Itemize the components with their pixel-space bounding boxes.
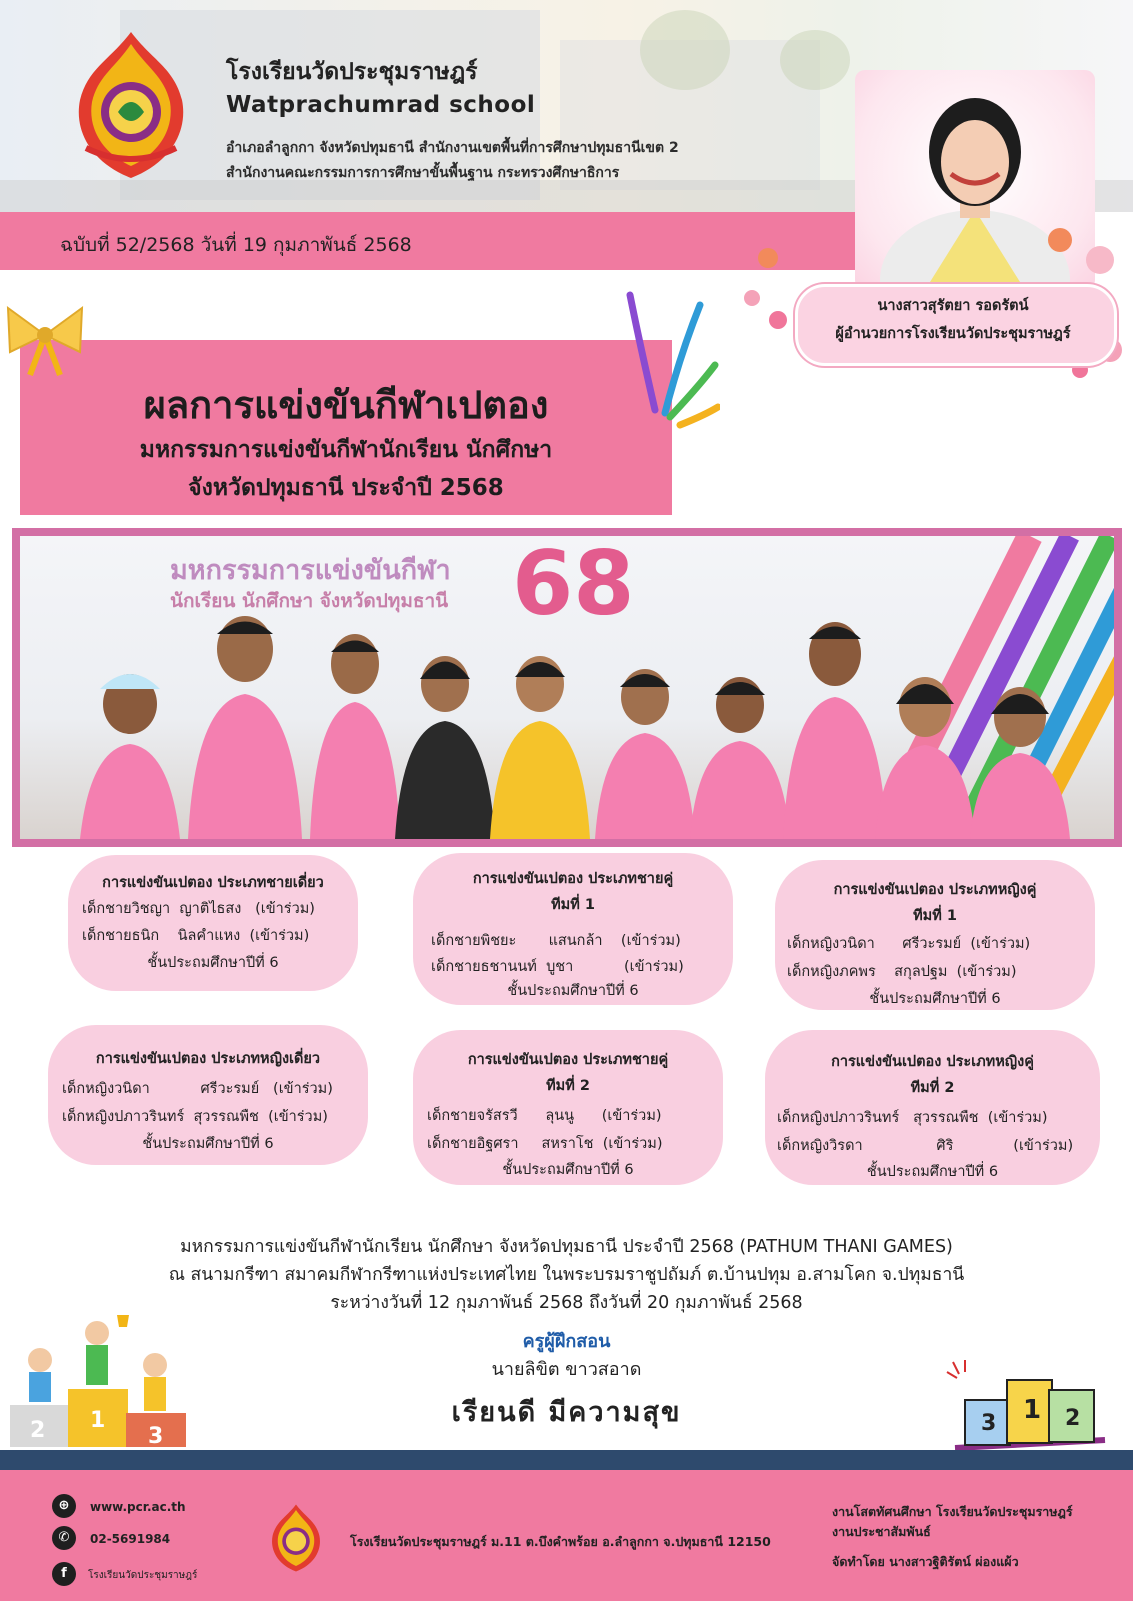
result-row: เด็กหญิงวนิดา ศรีวะรมย์ (เข้าร่วม): [787, 936, 1031, 952]
footer-school-logo: [268, 1502, 324, 1574]
result-card-heading: การแข่งขันเปตอง ประเภทหญิงเดี่ยว: [95, 1051, 321, 1067]
school-address-line-1: อำเภอลำลูกกา จังหวัดปทุมธานี สำนักงานเขตพื้นที่การศึกษาปทุมธานีเขต 2: [226, 140, 679, 156]
student-4: [390, 639, 500, 839]
event-dates: ระหว่างวันที่ 12 กุมภาพันธ์ 2568 ถึงวันที่ 20 กุมภาพันธ์ 2568: [330, 1293, 803, 1313]
coach-name: นายลิขิต ขาวสอาด: [491, 1359, 642, 1380]
result-row: เด็กหญิงปภาวรินทร์ สุวรรณพืช (เข้าร่วม): [62, 1109, 328, 1125]
flower-decoration-left: [738, 228, 798, 338]
headline-subtitle-2: จังหวัดปทุมธานี ประจำปี 2568: [188, 475, 504, 501]
result-grade: ชั้นประถมศึกษาปีที่ 6: [147, 955, 279, 971]
student-10: [965, 669, 1075, 839]
banner-number: 68: [512, 536, 635, 635]
result-grade: ชั้นประถมศึกษาปีที่ 6: [866, 1164, 999, 1180]
event-description: มหกรรมการแข่งขันกีฬานักเรียน นักศึกษา จังหวัดปทุมธานี ประจำปี 2568 (PATHUM THANI GAMES): [180, 1237, 953, 1257]
result-card-heading: การแข่งขันเปตอง ประเภทหญิงคู่: [831, 1054, 1034, 1070]
issue-number-date: ฉบับที่ 52/2568 วันที่ 19 กุมภาพันธ์ 2568: [60, 234, 412, 256]
result-card-girls-doubles-team-2: [765, 1030, 1100, 1185]
result-card-team: ทีมที่ 1: [551, 897, 595, 913]
director-name: นางสาวสุรัตยา รอดรัตน์: [877, 298, 1029, 314]
result-card-heading: การแข่งขันเปตอง ประเภทชายคู่: [472, 871, 674, 887]
footer-address: โรงเรียนวัดประชุมราษฎร์ ม.11 ต.บึงคำพร้อย อ.ลำลูกกา จ.ปทุมธานี 12150: [350, 1534, 771, 1549]
result-grade: ชั้นประถมศึกษาปีที่ 6: [502, 1162, 634, 1178]
school-motto: เรียนดี มีความสุข: [451, 1397, 682, 1428]
footer-phone[interactable]: 02-5691984: [90, 1532, 171, 1546]
result-grade: ชั้นประถมศึกษาปีที่ 6: [507, 983, 639, 999]
student-6: [590, 649, 700, 839]
footer-credit-author: จัดทำโดย นางสาวฐิติรัตน์ ผ่องแผ้ว: [832, 1554, 1019, 1569]
result-card-girls-doubles-team-1: [775, 860, 1095, 1010]
result-card-boys-singles: [68, 855, 358, 991]
podium-blocks-illustration: [945, 1360, 1115, 1455]
result-row: เด็กหญิงปภาวรินทร์ สุวรรณพืช (เข้าร่วม): [777, 1110, 1048, 1126]
school-address-line-2: สำนักงานคณะกรรมการการศึกษาขั้นพื้นฐาน กระทรวงศึกษาธิการ: [226, 165, 620, 181]
footer-top-band: [0, 1450, 1133, 1470]
student-1: [70, 654, 190, 839]
result-grade: ชั้นประถมศึกษาปีที่ 6: [869, 991, 1001, 1007]
facebook-icon: f: [52, 1562, 76, 1586]
phone-icon: ✆: [52, 1526, 76, 1550]
group-photo: [20, 536, 1114, 839]
school-name-thai: โรงเรียนวัดประชุมราษฎร์: [226, 59, 478, 85]
podium-kids-illustration: [5, 1305, 195, 1450]
footer-website[interactable]: www.pcr.ac.th: [90, 1500, 186, 1514]
result-grade: ชั้นประถมศึกษาปีที่ 6: [142, 1136, 274, 1152]
podium-third: 3: [148, 1424, 164, 1449]
event-location: ณ สนามกรีฑา สมาคมกีฬากรีฑาแห่งประเทศไทย ในพระบรมราชูปถัมภ์ ต.บ้านปทุม อ.สามโคก จ.ปทุมธานี: [168, 1265, 965, 1285]
director-position: ผู้อำนวยการโรงเรียนวัดประชุมราษฎร์: [835, 326, 1071, 342]
result-row: เด็กหญิงวนิดา ศรีวะรมย์ (เข้าร่วม): [62, 1081, 333, 1097]
result-card-team: ทีมที่ 2: [546, 1078, 590, 1094]
footer-credit-pr: งานประชาสัมพันธ์: [832, 1524, 931, 1539]
banner-subtitle: นักเรียน นักศึกษา จังหวัดปทุมธานี: [170, 590, 449, 612]
headline-subtitle: มหกรรมการแข่งขันกีฬานักเรียน นักศึกษา: [139, 437, 553, 463]
school-logo: [70, 30, 192, 180]
result-card-heading: การแข่งขันเปตอง ประเภทชายคู่: [467, 1052, 669, 1068]
school-name-english: Watprachumrad school: [226, 92, 536, 118]
footer-facebook[interactable]: โรงเรียนวัดประชุมราษฎร์: [88, 1570, 198, 1581]
result-row: เด็กชายธนิก นิลคำแหง (เข้าร่วม): [82, 928, 310, 944]
globe-icon: ⊕: [52, 1494, 76, 1518]
result-card-heading: การแข่งขันเปตอง ประเภทชายเดี่ยว: [102, 875, 324, 891]
podium-block-third: 3: [981, 1411, 997, 1436]
podium-block-second: 2: [1065, 1406, 1081, 1431]
podium-block-first: 1: [1023, 1395, 1042, 1425]
result-card-girls-singles: [48, 1025, 368, 1165]
result-row: เด็กหญิงวิรดา ศิริ (เข้าร่วม): [777, 1138, 1074, 1154]
ribbon-bow-icon: [0, 290, 90, 380]
podium-second: 2: [30, 1418, 46, 1443]
headline-title: ผลการแข่งขันกีฬาเปตอง: [143, 383, 549, 427]
result-card-team: ทีมที่ 2: [910, 1080, 955, 1096]
result-card-heading: การแข่งขันเปตอง ประเภทหญิงคู่: [833, 882, 1037, 898]
result-card-boys-doubles-team-1: [413, 853, 733, 1005]
podium-first: 1: [90, 1408, 106, 1433]
student-9: [870, 659, 980, 839]
footer-credit-department: งานโสตทัศนศึกษา โรงเรียนวัดประชุมราษฎร์: [832, 1504, 1073, 1519]
student-2: [180, 594, 310, 839]
student-5: [485, 639, 595, 839]
result-card-team: ทีมที่ 1: [913, 908, 957, 924]
result-row: เด็กชายวิชญา ญาติไธสง (เข้าร่วม): [82, 901, 315, 917]
result-row: เด็กชายจรัสรวี ลุนนู (เข้าร่วม): [427, 1108, 662, 1124]
result-card-boys-doubles-team-2: [413, 1030, 723, 1185]
result-row: เด็กชายธชานนท์ บูชา (เข้าร่วม): [431, 959, 684, 975]
result-row: เด็กชายพิชยะ แสนกล้า (เข้าร่วม): [431, 933, 681, 949]
banner-title: มหกรรมการแข่งขันกีฬา: [170, 555, 451, 586]
coach-label: ครูผู้ฝึกสอน: [522, 1331, 611, 1352]
result-row: เด็กชายอิฐศรา สหราโช (เข้าร่วม): [427, 1136, 663, 1152]
result-row: เด็กหญิงภคพร สกุลปฐม (เข้าร่วม): [787, 964, 1017, 980]
